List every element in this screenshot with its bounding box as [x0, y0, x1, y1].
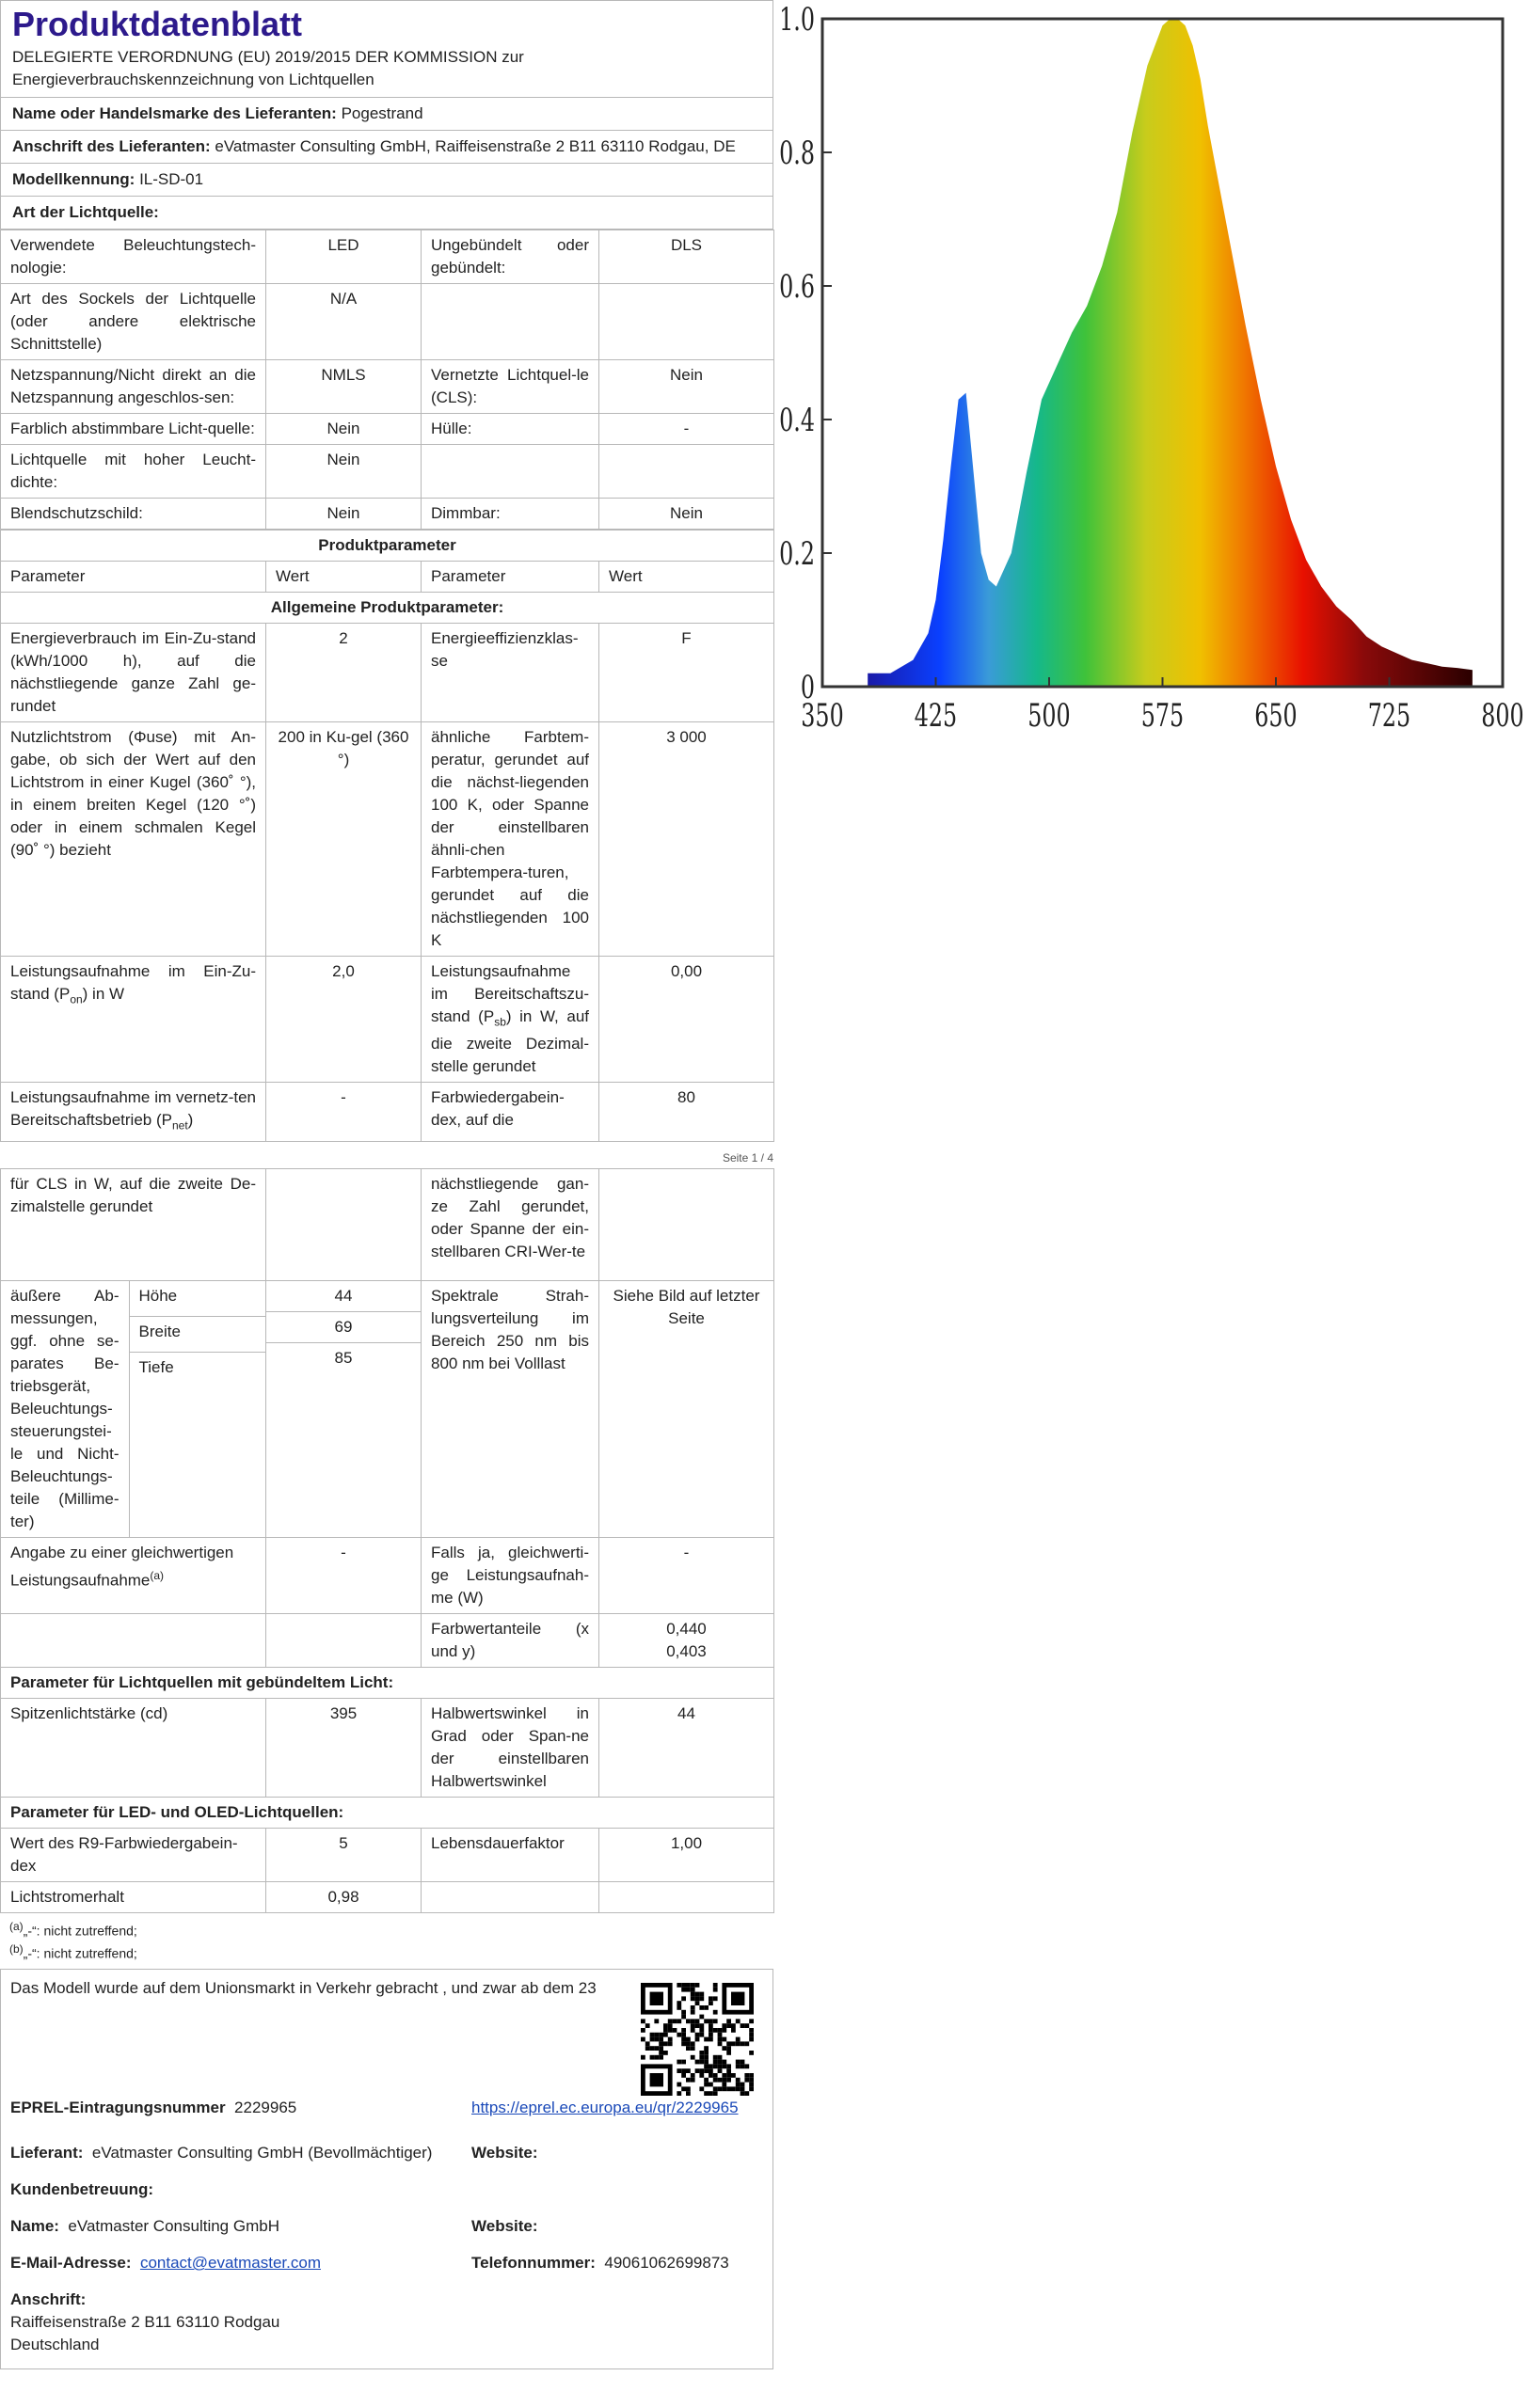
- x-tick-label: 425: [914, 696, 958, 735]
- type-label-2: [422, 445, 599, 499]
- pnet-value: -: [266, 1083, 422, 1141]
- x-tick-label: 725: [1367, 696, 1411, 735]
- spectrum-area: [868, 19, 1473, 687]
- general-params-heading: Allgemeine Produktparameter:: [1, 593, 774, 624]
- address-line-2: Deutschland: [10, 2336, 100, 2354]
- type-value-1: Nein: [266, 414, 422, 445]
- model-row: [1, 163, 772, 196]
- supplier-address-row: [1, 130, 772, 163]
- led-label-2: Lebensdauerfaktor: [422, 1828, 599, 1881]
- website-label: Website:: [471, 2144, 538, 2162]
- type-label-1: Farblich abstimmbare Licht-quelle:: [1, 414, 266, 445]
- type-label-1: Blendschutzschild:: [1, 499, 266, 530]
- footer-table: [1, 2094, 772, 2359]
- chroma-row: [1, 1613, 774, 1667]
- led-row: [1, 1881, 774, 1912]
- cri-value: 80: [599, 1083, 774, 1141]
- led-value-2: 1,00: [599, 1828, 774, 1881]
- product-params-heading: Produktparameter: [1, 531, 774, 562]
- email-label: E-Mail-Adresse:: [10, 2254, 132, 2273]
- supplier-name-row: [1, 97, 772, 130]
- type-value-1: N/A: [266, 284, 422, 360]
- type-label-2: Ungebündelt oder gebündelt:: [422, 230, 599, 284]
- led-label-2: [422, 1881, 599, 1912]
- pon-value: 2,0: [266, 957, 422, 1083]
- x-tick-label: 650: [1254, 696, 1298, 735]
- phone-value: 49061062699873: [604, 2254, 729, 2273]
- empty-cell: [599, 1168, 774, 1280]
- eprel-link[interactable]: https://eprel.ec.europa.eu/qr/2229965: [471, 2099, 739, 2117]
- general-row: [1, 624, 774, 722]
- phone-label: Telefonnummer:: [471, 2254, 596, 2273]
- spectrum-label: Spektrale Strah-lungsverteilung im Bereich 250 nm bis 800 nm bei Volllast: [422, 1280, 599, 1537]
- pnet-label: Leistungsaufnahme im vernetz-ten Bereitschaftsbetrieb $(P_{net})$: [1, 1083, 266, 1141]
- col-header-param-1: Parameter: [1, 562, 266, 593]
- type-value-2: Nein: [599, 499, 774, 530]
- led-row: [1, 1828, 774, 1881]
- general-value-1: 2: [266, 624, 422, 722]
- y-tick-label: 0.2: [779, 534, 815, 573]
- type-label-2: [422, 284, 599, 360]
- address-line-1: Raiffeisenstraße 2 B11 63110 Rodgau: [10, 2313, 280, 2332]
- type-value-1: LED: [266, 230, 422, 284]
- x-tick-label: 800: [1481, 696, 1524, 735]
- pon-label: Leistungsaufnahme im Ein-Zu-stand $(P_{on})$ in W: [1, 957, 266, 1083]
- product-param-table-cont: [0, 1168, 774, 1913]
- y-tick-label: 0.8: [779, 134, 815, 172]
- led-label-1: Lichtstromerhalt: [1, 1881, 266, 1912]
- led-heading: Parameter für LED- und OLED-Lichtquellen:: [1, 1797, 774, 1828]
- pnet-label-cont: für CLS in W, auf die zweite De-zimalstelle gerundet: [1, 1168, 266, 1280]
- type-value-1: NMLS: [266, 360, 422, 414]
- type-label-1: Lichtquelle mit hoher Leucht-dichte:: [1, 445, 266, 499]
- lieferant-value: eVatmaster Consulting GmbH (Bevollmächtiger): [91, 2144, 433, 2162]
- type-row: [1, 284, 774, 360]
- kundenbetreuung-label: Kundenbetreuung:: [10, 2180, 154, 2199]
- type-value-1: Nein: [266, 499, 422, 530]
- light-source-type-row: [1, 196, 772, 229]
- x-tick-label: 500: [1027, 696, 1071, 735]
- type-value-2: Nein: [599, 360, 774, 414]
- general-value-2: 3 000: [599, 722, 774, 957]
- beam-angle-value: 44: [599, 1698, 774, 1797]
- type-value-2: [599, 445, 774, 499]
- psb-label: Leistungsaufnahme im Bereitschaftszu-stand $(P_{sb})$ in W, auf die zweite Dezimal-stelle gerundet: [422, 957, 599, 1083]
- type-label-2: Hülle:: [422, 414, 599, 445]
- y-tick-label: 0.4: [779, 401, 815, 439]
- empty-cell: [266, 1168, 422, 1280]
- supplier-address: eVatmaster Consulting GmbH, Raiffeisenstraße 2 B11 63110 Rodgau, DE: [215, 137, 736, 155]
- col-header-value-2: Wert: [599, 562, 774, 593]
- dim-height-value: 44: [266, 1281, 421, 1312]
- peak-intensity-label: Spitzenlichtstärke (cd): [1, 1698, 266, 1797]
- type-value-1: Nein: [266, 445, 422, 499]
- footer-box: [0, 1969, 773, 2369]
- type-value-2: DLS: [599, 230, 774, 284]
- general-value-1: 200 in Ku-gel (360 °): [266, 722, 422, 957]
- peak-intensity-value: 395: [266, 1698, 422, 1797]
- dim-height-name: Höhe: [129, 1281, 266, 1317]
- chroma-value: 0,440 0,403: [599, 1613, 774, 1667]
- name-label: Name:: [10, 2217, 59, 2236]
- directional-row: [1, 1698, 774, 1797]
- footnote: (b)„-“: nicht zutreffend;: [9, 1942, 137, 1962]
- type-label-2: Vernetzte Lichtquel-le (CLS):: [422, 360, 599, 414]
- type-row: [1, 414, 774, 445]
- footnotes: [0, 1913, 773, 1963]
- pon-row: [1, 957, 774, 1083]
- type-row: [1, 445, 774, 499]
- cont-row: [1, 1168, 774, 1280]
- general-label-1: Nutzlichtstrom (Φuse) mit An-gabe, ob sich der Wert auf den Lichtstrom in einer Kugel (360˚ °), in einem breiten Kegel (120 °˚) oder in einem schmalen Kegel (90˚ °) bezieht: [1, 722, 266, 957]
- type-label-1: Verwendete Beleuchtungstech-nologie:: [1, 230, 266, 284]
- light-source-type-label: Art der Lichtquelle:: [12, 203, 159, 221]
- email-link[interactable]: contact@evatmaster.com: [139, 2254, 321, 2273]
- name-value: eVatmaster Consulting GmbH: [68, 2217, 279, 2236]
- dim-width-value: 69: [266, 1311, 421, 1342]
- spectrum-chart: [773, 0, 1529, 752]
- website2-label: Website:: [471, 2217, 538, 2236]
- dimensions-values-cell: [266, 1280, 422, 1537]
- lieferant-label: Lieferant:: [10, 2144, 84, 2162]
- general-label-1: Energieverbrauch im Ein-Zu-stand (kWh/1000 h), auf die nächstliegende ganze Zahl ge-rundet: [1, 624, 266, 722]
- x-tick-label: 575: [1140, 696, 1185, 735]
- equiv-power-label: Falls ja, gleichwerti-ge Leistungsaufnah-me (W): [422, 1537, 599, 1613]
- type-label-1: Netzspannung/Nicht direkt an die Netzspannung angeschlos-sen:: [1, 360, 266, 414]
- address-label: Anschrift:: [10, 2290, 87, 2309]
- type-row: [1, 499, 774, 530]
- led-value-2: [599, 1881, 774, 1912]
- y-tick-label: 1.0: [779, 0, 815, 39]
- eprel-label: EPREL-Eintragungsnummer: [10, 2099, 226, 2117]
- pnet-row: [1, 1083, 774, 1141]
- psb-value: 0,00: [599, 957, 774, 1083]
- model-id: IL-SD-01: [139, 170, 204, 188]
- general-value-2: F: [599, 624, 774, 722]
- type-value-2: -: [599, 414, 774, 445]
- led-value-1: 5: [266, 1828, 422, 1881]
- type-label-1: Art des Sockels der Lichtquelle (oder andere elektrische Schnittstelle): [1, 284, 266, 360]
- type-row: [1, 230, 774, 284]
- col-header-value-1: Wert: [266, 562, 422, 593]
- type-label-2: Dimmbar:: [422, 499, 599, 530]
- dim-depth-value: 85: [334, 1348, 353, 1367]
- dim-depth-name: Tiefe: [129, 1353, 266, 1388]
- x-tick-label: 350: [801, 696, 844, 735]
- supplier-name-label: Name oder Handelsmarke des Lieferanten:: [12, 104, 337, 122]
- chroma-label: Farbwertanteile (x und y): [422, 1613, 599, 1667]
- type-value-2: [599, 284, 774, 360]
- qr-code-icon: [641, 1983, 754, 2096]
- type-table: [0, 230, 774, 530]
- regulation-text: DELEGIERTE VERORDNUNG (EU) 2019/2015 DER KOMMISSION zur Energieverbrauchskennzeichnung von Lichtquellen: [12, 48, 524, 88]
- dimensions-label: äußere Ab-messungen, ggf. ohne se-parates Be-triebsgerät, Beleuchtungs-steuerungstei-le und Nicht-Beleuchtungs-teile (Millime-ter): [1, 1281, 129, 1537]
- beam-angle-label: Halbwertswinkel in Grad oder Span-ne der einstellbaren Halbwertswinkel: [422, 1698, 599, 1797]
- empty-cell: [266, 1613, 422, 1667]
- led-value-1: 0,98: [266, 1881, 422, 1912]
- cri-label: Farbwiedergabein-dex, auf die: [422, 1083, 599, 1141]
- spectrum-value: Siehe Bild auf letzter Seite: [599, 1280, 774, 1537]
- equiv-label: Angabe zu einer gleichwertigen Leistungsaufnahme$^{(a)}$: [1, 1537, 266, 1613]
- cri-label-cont: nächstliegende gan-ze Zahl gerundet, oder Spanne der ein-stellbaren CRI-Wer-te: [422, 1168, 599, 1280]
- header-box: [0, 0, 773, 230]
- empty-cell: [1, 1613, 266, 1667]
- equiv-power-value: -: [599, 1537, 774, 1613]
- y-tick-label: 0: [800, 668, 815, 706]
- model-label: Modellkennung:: [12, 170, 135, 188]
- general-label-2: Energieeffizienzklas-se: [422, 624, 599, 722]
- product-param-table: [0, 530, 774, 1142]
- supplier-address-label: Anschrift des Lieferanten:: [12, 137, 211, 155]
- directional-heading: Parameter für Lichtquellen mit gebündeltem Licht:: [1, 1667, 774, 1698]
- led-label-1: Wert des R9-Farbwiedergabein-dex: [1, 1828, 266, 1881]
- type-row: [1, 360, 774, 414]
- dimensions-cell: [1, 1280, 266, 1537]
- dim-width-name: Breite: [129, 1317, 266, 1353]
- page-title: Produktdatenblatt: [12, 5, 303, 43]
- eprel-number: 2229965: [234, 2099, 297, 2117]
- equiv-value: -: [266, 1537, 422, 1613]
- page-number: Seite 1 / 4: [722, 1150, 773, 1164]
- footnote: (a)„-“: nicht zutreffend;: [9, 1919, 137, 1939]
- market-text: Das Modell wurde auf dem Unionsmarkt in Verkehr gebracht , und zwar ab dem 23: [10, 1979, 597, 1998]
- equiv-row: [1, 1537, 774, 1613]
- dimensions-row: [1, 1280, 774, 1537]
- supplier-name: Pogestrand: [341, 104, 423, 122]
- col-header-param-2: Parameter: [422, 562, 599, 593]
- general-label-2: ähnliche Farbtem-peratur, gerundet auf die nächst-liegenden 100 K, oder Spanne der einstellbaren ähnli-chen Farbtempera-turen, gerundet auf die nächstliegenden 100 K: [422, 722, 599, 957]
- y-tick-label: 0.6: [779, 267, 815, 306]
- datasheet: [0, 0, 773, 2369]
- general-row: [1, 722, 774, 957]
